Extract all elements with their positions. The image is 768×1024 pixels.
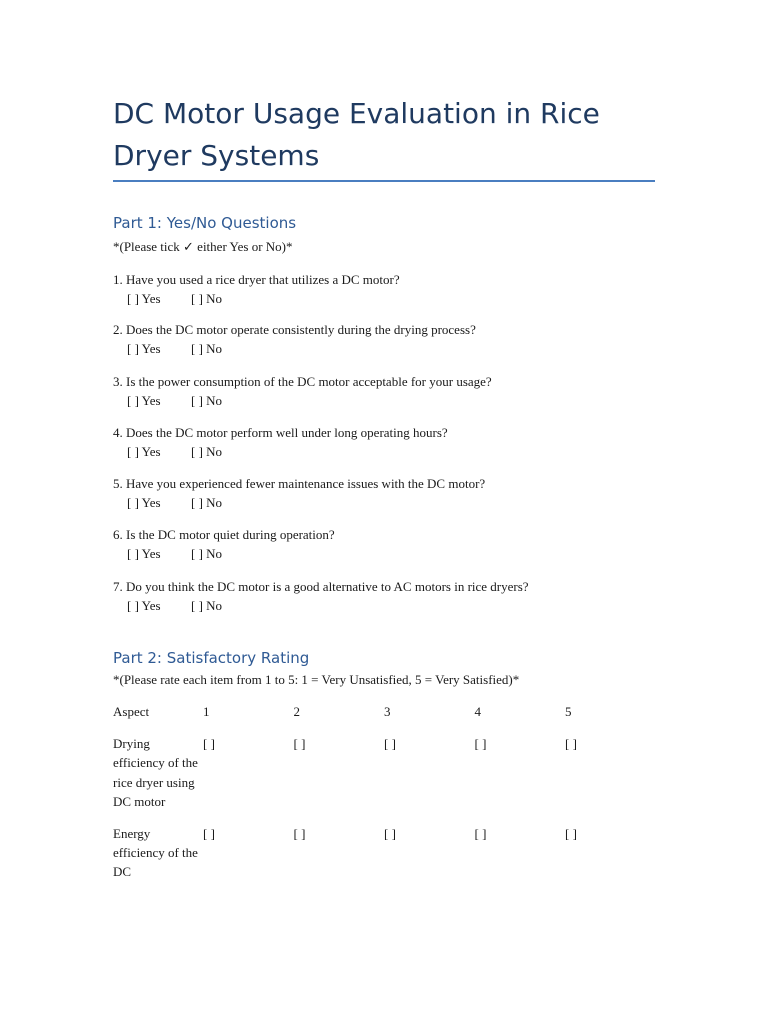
- rating-table-header: [113, 702, 655, 721]
- yes-checkbox[interactable]: [ ] Yes: [127, 393, 161, 408]
- no-checkbox[interactable]: [ ] No: [191, 495, 223, 510]
- yes-checkbox[interactable]: [ ] Yes: [127, 444, 161, 459]
- answer-options: [113, 442, 655, 461]
- column-header-3: 3: [384, 704, 391, 719]
- question-text: 5. Have you experienced fewer maintenance issues with the DC motor?: [113, 476, 486, 491]
- document-title: DC Motor Usage Evaluation in Rice Dryer Systems: [113, 97, 600, 172]
- rating-checkbox-1[interactable]: [ ]: [203, 826, 215, 842]
- rating-checkbox-5[interactable]: [ ]: [565, 736, 577, 752]
- question-text: 2. Does the DC motor operate consistently during the drying process?: [113, 322, 476, 337]
- yes-checkbox[interactable]: [ ] Yes: [127, 598, 161, 613]
- rating-checkbox-4[interactable]: [ ]: [474, 826, 487, 842]
- question-text: 4. Does the DC motor perform well under long operating hours?: [113, 425, 448, 440]
- question-6: [113, 525, 655, 563]
- aspect-label: Drying efficiency of the rice dryer using DC motor: [113, 736, 198, 809]
- rating-checkbox-2[interactable]: [ ]: [293, 736, 306, 752]
- rating-checkbox-4[interactable]: [ ]: [474, 736, 487, 752]
- rating-table: [113, 702, 655, 895]
- question-text: 3. Is the power consumption of the DC motor acceptable for your usage?: [113, 374, 492, 389]
- answer-options: [113, 493, 655, 512]
- rating-checkbox-2[interactable]: [ ]: [293, 826, 306, 842]
- answer-options: [113, 339, 655, 358]
- no-checkbox[interactable]: [ ] No: [191, 393, 223, 408]
- question-4: [113, 423, 655, 461]
- yes-checkbox[interactable]: [ ] Yes: [127, 341, 161, 356]
- rating-checkbox-5[interactable]: [ ]: [565, 826, 577, 842]
- answer-options: [113, 596, 655, 615]
- rating-checkbox-1[interactable]: [ ]: [203, 736, 215, 752]
- question-7: [113, 577, 655, 615]
- title-underline: [113, 180, 655, 182]
- column-header-2: 2: [293, 704, 300, 719]
- rating-row-drying-efficiency: [113, 734, 655, 811]
- answer-options: [113, 391, 655, 410]
- yes-checkbox[interactable]: [ ] Yes: [127, 546, 161, 561]
- question-5: [113, 474, 655, 512]
- column-header-4: 4: [474, 704, 481, 719]
- rating-checkbox-3[interactable]: [ ]: [384, 736, 396, 752]
- no-checkbox[interactable]: [ ] No: [191, 444, 223, 459]
- part2-instruction: *(Please rate each item from 1 to 5: 1 = Very Unsatisfied, 5 = Very Satisfied)*: [113, 672, 520, 687]
- yes-checkbox[interactable]: [ ] Yes: [127, 495, 161, 510]
- column-header-1: 1: [203, 704, 210, 719]
- question-3: [113, 372, 655, 410]
- column-header-aspect: Aspect: [113, 704, 150, 719]
- answer-options: [113, 289, 655, 308]
- no-checkbox[interactable]: [ ] No: [191, 341, 223, 356]
- question-text: 6. Is the DC motor quiet during operation?: [113, 527, 335, 542]
- column-header-5: 5: [565, 704, 572, 719]
- rating-checkbox-3[interactable]: [ ]: [384, 826, 396, 842]
- question-1: [113, 270, 655, 308]
- rating-row-energy-efficiency: [113, 824, 655, 882]
- no-checkbox[interactable]: [ ] No: [191, 546, 223, 561]
- part1-instruction: *(Please tick ✓ either Yes or No)*: [113, 239, 293, 254]
- question-text: 7. Do you think the DC motor is a good alternative to AC motors in rice dryers?: [113, 579, 529, 594]
- yes-checkbox[interactable]: [ ] Yes: [127, 291, 161, 306]
- answer-options: [113, 544, 655, 563]
- no-checkbox[interactable]: [ ] No: [191, 291, 223, 306]
- no-checkbox[interactable]: [ ] No: [191, 598, 223, 613]
- part1-heading: Part 1: Yes/No Questions: [113, 214, 297, 232]
- aspect-label: Energy efficiency of the DC: [113, 826, 198, 880]
- part2-heading: Part 2: Satisfactory Rating: [113, 649, 310, 667]
- question-2: [113, 320, 655, 358]
- question-text: 1. Have you used a rice dryer that utilizes a DC motor?: [113, 272, 400, 287]
